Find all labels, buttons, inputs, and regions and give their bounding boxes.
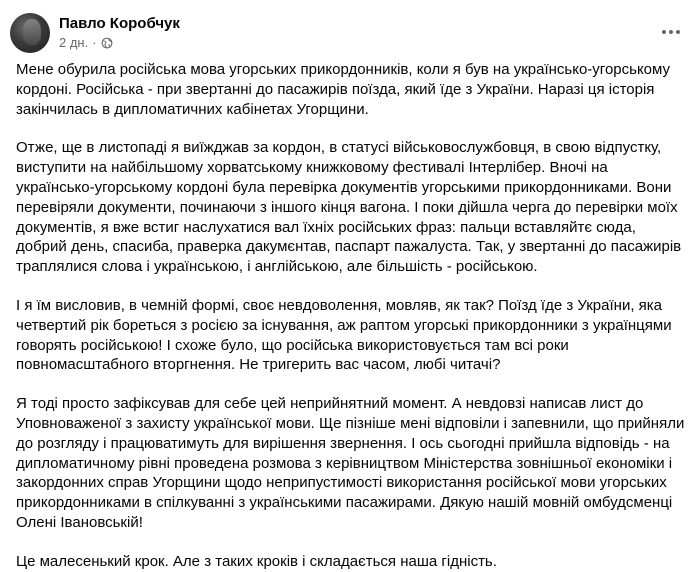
author-name[interactable]: Павло Коробчук xyxy=(59,15,180,32)
post-meta-block xyxy=(59,14,180,52)
more-horizontal-icon xyxy=(662,30,680,34)
post-body xyxy=(16,60,688,572)
post-paragraph-2: Отже, ще в листопаді я виїжджав за кордон, в статусі військовослужбовця, в свою відпустку, виступити на найбільшому хорватському книжковому фестивалі Інтерлібер. Вночі на українсько-угорському кордоні була перевірка документів угорськими прикордонниками. Вони перевіряли документи, починаючи з іншого кінця вагона. І поки дійшла черга до перевірки моїх документів, я вже встиг наслухатися вал їхніх російських фраз: пальци вставляйтє сюда, добрий день, спасиба, праверка дакумєнтав, паспарт пажалуста. Так, у звертанні до пасажирів траплялися слова і українською, і англійською, але більшість - російською. xyxy=(16,139,682,276)
meta-separator: · xyxy=(92,35,97,50)
post-paragraph-5: Це малесенький крок. Але з таких кроків і складається наша гідність. xyxy=(16,552,497,570)
post-paragraph-4: Я тоді просто зафіксував для себе цей неприйнятний момент. А невдовзі написав лист до Уповноваженої з захисту української мови. Ще пізніше мені відповіли і запевнили, що прийняли до розгляду і працюватимуть для вирішення звернення. І ось сьогодні прийшла відповідь - на дипломатичному рівні проведена розмова з керівництвом Міністерства зовнішньої економіки і закордонних справ Угорщини щодо неприпустимості використання російської мови угорських прикордонниками в спілкуванні з українськими пасажирами. Дякую нашій мовній омбудсменці Олені Івановській! xyxy=(16,395,685,531)
avatar[interactable] xyxy=(10,13,50,53)
more-options-button[interactable] xyxy=(657,18,685,46)
post-meta xyxy=(59,34,180,52)
post-paragraph-3: І я їм висловив, в чемній формі, своє невдоволення, мовляв, як так? Поїзд їде з України, яка четвертий рік бореться з росією за існування, аж раптом угорські прикордонники з українцями говорять російською! І схоже було, що російська використовується там всі роки повномасштабного вторгнення. Не тригерить вас часом, любі читачі? xyxy=(16,296,672,374)
post-time[interactable]: 2 дн. xyxy=(59,35,89,50)
post-paragraph-1: Мене обурила російська мова угорських прикордонників, коли я був на українсько-угорському кордоні. Російська - при звертанні до пасажирів поїзда, який їде з України. Наразі ця історія закінчилась в дипломатичних кабінетах Угорщини. xyxy=(16,61,671,118)
globe-icon[interactable] xyxy=(101,37,113,49)
post-header xyxy=(10,11,685,55)
